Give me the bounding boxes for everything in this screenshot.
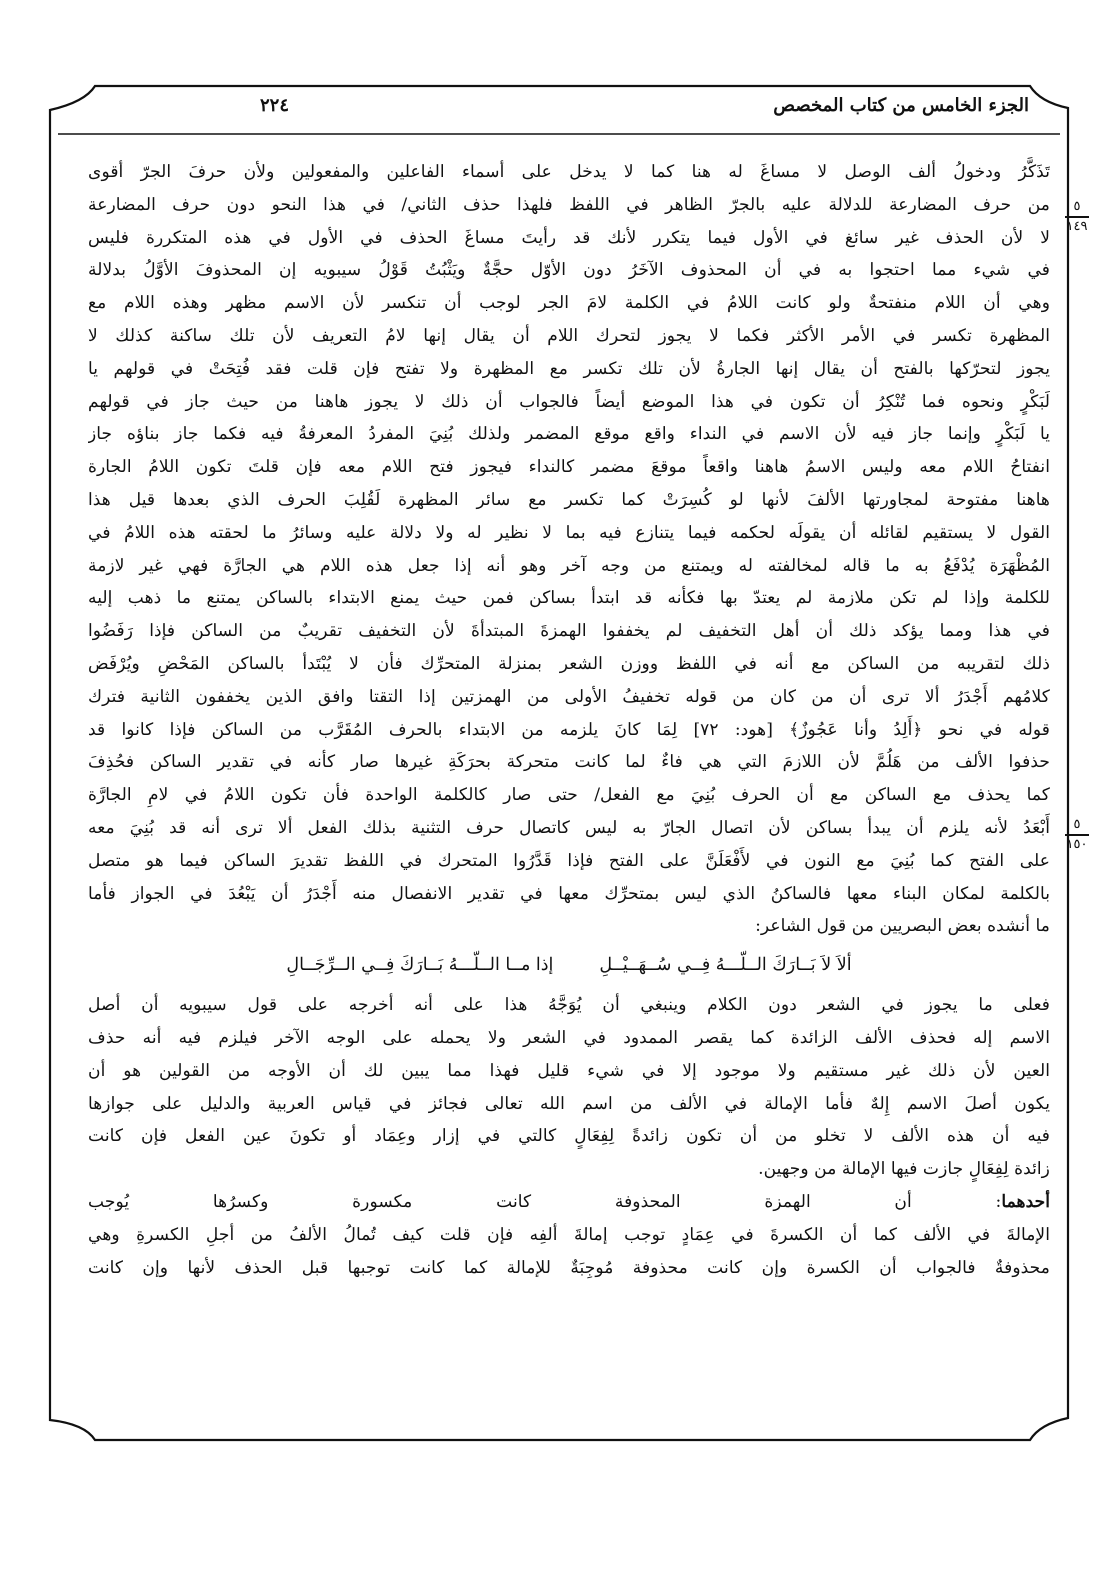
verse-second-hemistich: إذا مــا الــلّـــهُ بَــارَكَ فِــي الــرِّجَــالِ xyxy=(286,955,554,976)
bold-term: أحدهما xyxy=(1001,1191,1050,1212)
margin-note-top: ٥ xyxy=(1073,817,1081,832)
verse-first-hemistich: ألاَ لاَ بَــارَكَ الــلّـــهُ فِــي سُــهَــيْــلِ xyxy=(599,955,852,976)
text-line: الإمالةَ في الألف كما أن الكسرةَ في عِمَادٍ توجب إمالةَ ألفِه فإن قلت كيف تُمالُ الألفُ من أجلِ الكسرةِ وهي xyxy=(88,1224,1050,1245)
text-line: بالكلمة لمكان البناء معها فالساكنُ الذي ليس بمتحرِّك معها في تقدير الانفصال منه أَجْدَرُ أن يَبْعُدَ في الجواز فأما xyxy=(88,883,1050,904)
text-line: على الفتح كما بُنِيَ مع النون في لأَفْعَلَنَّ على الفتح فإذا قَدَّرُوا المتحرك في اللفظ تقديرَ الساكن فيما هو متصل xyxy=(88,850,1050,871)
margin-note-bottom: ١٥٠ xyxy=(1066,836,1088,852)
running-title: الجزء الخامس من كتاب المخصص xyxy=(773,95,1029,116)
margin-note-bar xyxy=(1065,216,1089,218)
text-line: قوله في نحو ﴿أَلِدُ وأنا عَجُوزٌ﴾ [هود: ٧٢] لِمَا كانَ يلزمه من الابتداء بالحرف المُقَرَّب من الساكن فإذا كانوا قد xyxy=(88,719,1050,740)
text-line: تَذَكَّرُ ودخولُ ألف الوصل لا مساغَ له هنا كما لا يدخل على أسماء الفاعلين والمفعولين ولأن حرفَ الجرّ أقوى xyxy=(88,162,1050,182)
text-line: ذلك لتقريبه من الساكن مع أنه في اللفظ ووزن الشعر بمنزلة المتحرِّك فأن لا يُبْتَدأ بالساكن المَحْضِ ويُرْفَض xyxy=(88,653,1050,674)
margin-folio-note-2 xyxy=(1060,818,1094,852)
margin-note-bar xyxy=(1065,834,1089,836)
text-line: وهي أن اللام منفتحةٌ ولو كانت اللامُ في الكلمة لامَ الجر لوجب أن تنكسر لأن الاسم مظهر وهذه اللام مع xyxy=(88,293,1050,314)
poetry-verse xyxy=(88,943,1050,987)
text-line: لَبَكْرٍ ونحوه فما تُنْكِرُ أن تكون في هذا الموضع أيضاً فالجواب أن ذلك لا يجوز هاهنا من حيث جاز في قولهم xyxy=(88,391,1050,412)
margin-note-top: ٥ xyxy=(1073,199,1081,214)
text-line: العين لأن ذلك غير مستقيم ولا موجود إلا في شيء قليل فهذا مما يبين لك أن الأوجه من القولين هو أن xyxy=(88,1060,1050,1081)
text-line: لا لأن الحذف غير سائغ في الأول فيما يتكرر لأنك قد رأيتَ مساغَ الحذف في الأول في هذه المتكررة فليس xyxy=(88,227,1050,248)
text-line: يكون أصلَ الاسم إِلهٌ فأما الإمالة في الألف من اسم الله تعالى فجائز في قياس العربية والدليل على جوازها xyxy=(88,1093,1050,1114)
text-line-rest: : أن الهمزة المحذوفة كانت مكسورة وكسرُها يُوجب xyxy=(88,1191,1002,1212)
text-line: فيه أن هذه الألف لا تخلو من أن تكون زائدةً لِفِعَالٍ كالتي في إزار وعِمَاد أو تكونَ عين الفعل فإن كانت xyxy=(88,1126,1050,1147)
text-line: كما يحذف مع الساكن مع أن الحرف بُنِيَ مع الفعل/ حتى صار كالكلمة الواحدة فأن تكون اللامُ في لامِ الجارَّة xyxy=(88,785,1050,806)
text-line: للكلمة وإذا لم تكن ملازمة لم يعتدّ بها فكأنه قد ابتدأ بساكن فمن حيث يمنع الابتداء بالساكن يمتنع ما ذهب إليه xyxy=(88,588,1050,609)
text-line: المظهرة تكسر في الأمر الأكثر فكما لا يجوز لتحرك اللام أن يقال إنها لامُ التعريف لأن تلك ساكنة كذلك لا xyxy=(88,325,1050,346)
text-line: زائدة لِفِعَالٍ جازت فيها الإمالة من وجهين. xyxy=(758,1159,1050,1180)
text-line: من حرف المضارعة للدلالة عليه بالجرّ الظاهر في اللفظ فلهذا حذف الثاني/ في هذا النحو دون حرف المضارعة xyxy=(88,194,1050,215)
margin-folio-note-1 xyxy=(1060,200,1094,234)
text-block-after-verse xyxy=(88,989,1050,1186)
text-line: الاسم إله فحذف الألف الزائدة كما يقصر الممدود في الشعر ولا يحمله على الوجه الآخر فيلزم فيه أنه حذف xyxy=(88,1027,1050,1048)
text-line: هاهنا مفتوحة لمجاورتها الألفَ لأنها لو كُسِرَتْ كما تكسر مع سائر المظهرة لَقُلِبَ الحرف الذي بعدها قيل هذا xyxy=(88,489,1050,510)
text-block-final xyxy=(88,1219,1050,1285)
text-line: في شيء مما احتجوا به في أن المحذوف الآخَرُ دون الأوّل حجَّةٌ ويَثْبُتُ قَوْلُ سيبويه إن المحذوفَ الأوَّلُ بدلالة xyxy=(88,260,1050,281)
page-number: ٢٢٤ xyxy=(260,95,290,116)
text-line: أَبْعَدُ لأنه يلزم أن يبدأ بساكن لأن اتصال الجارّ به ليس كاتصال حرف التثنية بذلك الفعل ألا ترى أنه قد بُنِيَ معه xyxy=(88,817,1050,838)
text-line: كلامُهم أَجْدَرُ ألا ترى أن من كان من قوله تخفيفُ الأولى من الهمزتين إذا التقتا وافق الذين يخففون الثانية فترك xyxy=(88,686,1050,707)
text-line: المُظْهَرَة يُدْفَعُ به ما قاله لمخالفته له ويمتنع من وجه آخر وهو أنه إذا جعل هذه اللام هي الجارَّة فهي غير لازمة xyxy=(88,555,1050,576)
text-line: القول لا يستقيم لقائله أن يقولَه لحكمه فيما يتنازع فيه بما لا نظير له ولا دلالة عليه وسائرُ ما لحقته هذه اللامُ في xyxy=(88,522,1050,543)
text-line: يجوز لتحرّكها بالفتح أن يقال إنها الجارةُ لأن تلك تكسر مع المظهرة ولا تفتح فإن قلت فقد فُتِحَتْ في قولهم يا xyxy=(88,358,1050,379)
margin-note-bottom: ١٤٩ xyxy=(1066,218,1088,234)
text-line: في هذا ومما يؤكد ذلك أن أهل التخفيف لم يخففوا الهمزةَ المبتدأةَ لأن التخفيف تقريبٌ من الساكن فإذا رَفَضُوا xyxy=(88,621,1050,642)
text-block-before-verse xyxy=(88,156,1050,943)
text-line: محذوفةٌ فالجواب أن الكسرة وإن كانت محذوفة مُوجِبَةٌ للإمالة كما كانت توجبها قبل الحذف لأنها وإن كانت xyxy=(88,1257,1050,1278)
text-line: يا لَبَكْرٍ وإنما جاز فيه لأن الاسم في النداء واقع موقع المضمر ولذلك بُنِيَ المفردُ المعرفةُ فيه فكما جاز بناؤه جاز xyxy=(88,424,1050,445)
text-line: انفتاحُ اللام معه وليس الاسمُ هاهنا واقعاً موقعَ مضمر كالنداء فيجوز فتح اللام معه فإن قلتَ تكون اللامُ الجارة xyxy=(88,457,1050,478)
main-text xyxy=(88,156,1050,1284)
text-line: حذفوا الألف من هَلُمَّ لأن اللازمَ التي هي فاءٌ لما كانت متحركة بحرَكَةِ غيرها صار كأنه في تقدير الساكن فحُذِفَ xyxy=(88,752,1050,773)
text-line xyxy=(88,1186,1050,1219)
text-line: فعلى ما يجوز في الشعر دون الكلام وينبغي أن يُوَجَّهُ هذا على أنه أخرجه على قول سيبويه أن أصل xyxy=(88,995,1050,1016)
page-header xyxy=(60,95,1059,129)
text-line: ما أنشده بعض البصريين من قول الشاعر: xyxy=(755,916,1050,937)
